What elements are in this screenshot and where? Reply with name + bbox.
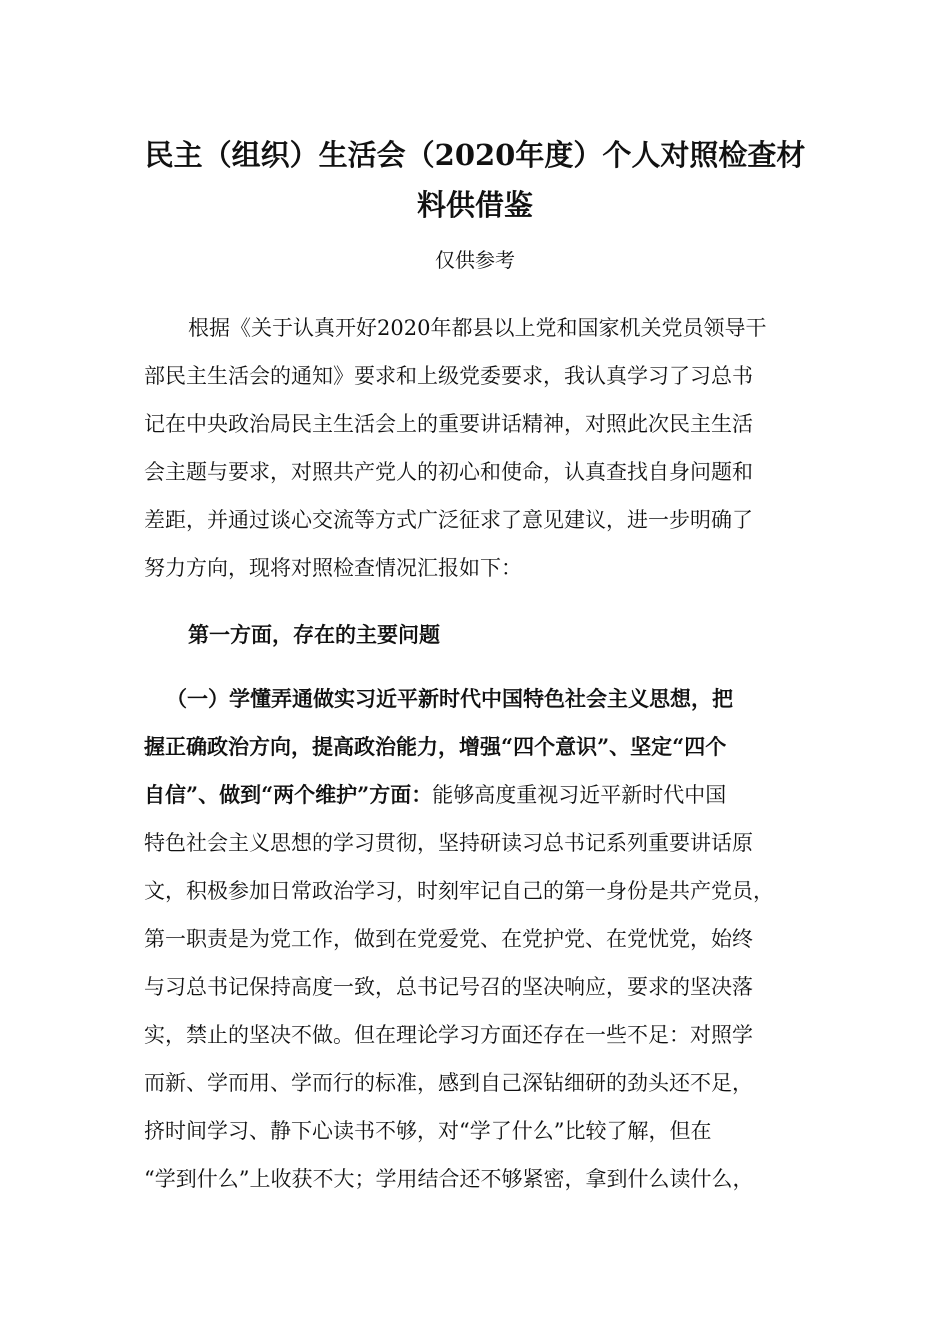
section-heading-block	[144, 611, 804, 659]
item-1-heading-line: 自信”、做到“两个维护”方面：	[144, 782, 433, 807]
section-heading: 第一方面，存在的主要问题	[188, 622, 440, 647]
intro-line: 努力方向，现将对照检查情况汇报如下：	[144, 556, 522, 580]
item-1-body-line: 与习总书记保持高度一致，总书记号召的坚决响应，要求的坚决落	[144, 975, 753, 999]
item-1-body-line: 特色社会主义思想的学习贯彻，坚持研读习总书记系列重要讲话原	[144, 831, 753, 855]
item-1-body-text: 能够高度重视习近平新时代中国	[432, 783, 727, 807]
intro-line: 部民主生活会的通知》要求和上级党委要求，我认真学习了习总书	[144, 364, 753, 388]
item-1-paragraph	[144, 675, 804, 1203]
intro-paragraph	[144, 304, 804, 592]
document-subtitle: 仅供参考	[435, 248, 515, 272]
intro-line: 记在中央政治局民主生活会上的重要讲话精神，对照此次民主生活	[144, 412, 753, 436]
item-1-body-line: 挤时间学习、静下心读书不够，对“学了什么”比较了解，但在	[144, 1119, 712, 1143]
item-1-body-line: 而新、学而用、学而行的标准，感到自己深钻细研的劲头还不足，	[144, 1071, 753, 1095]
item-1-body-line: “学到什么”上收获不大；学用结合还不够紧密，拿到什么读什么，	[144, 1167, 754, 1191]
item-1-body-line: 实，禁止的坚决不做。但在理论学习方面还存在一些不足：对照学	[144, 1023, 753, 1047]
item-1-mixed-line	[144, 771, 804, 819]
item-1-heading-line: （一）学懂弄通做实习近平新时代中国特色社会主义思想，把	[166, 686, 733, 711]
item-1-body-line: 第一职责是为党工作，做到在党爱党、在党护党、在党忧党，始终	[144, 927, 753, 951]
item-1-body-line: 文，积极参加日常政治学习，时刻牢记自己的第一身份是共产党员，	[144, 879, 774, 903]
item-1-heading-line: 握正确政治方向，提高政治能力，增强“四个意识”、坚定“四个	[144, 734, 727, 759]
intro-line: 根据《关于认真开好2020年都县以上党和国家机关党员领导干	[188, 316, 767, 340]
intro-line: 差距，并通过谈心交流等方式广泛征求了意见建议，进一步明确了	[144, 508, 753, 532]
intro-line: 会主题与要求，对照共产党人的初心和使命，认真查找自身问题和	[144, 460, 753, 484]
document-title-line-1: 民主（组织）生活会（2020年度）个人对照检查材	[144, 138, 806, 172]
document-title-line-2: 料供借鉴	[416, 188, 533, 222]
